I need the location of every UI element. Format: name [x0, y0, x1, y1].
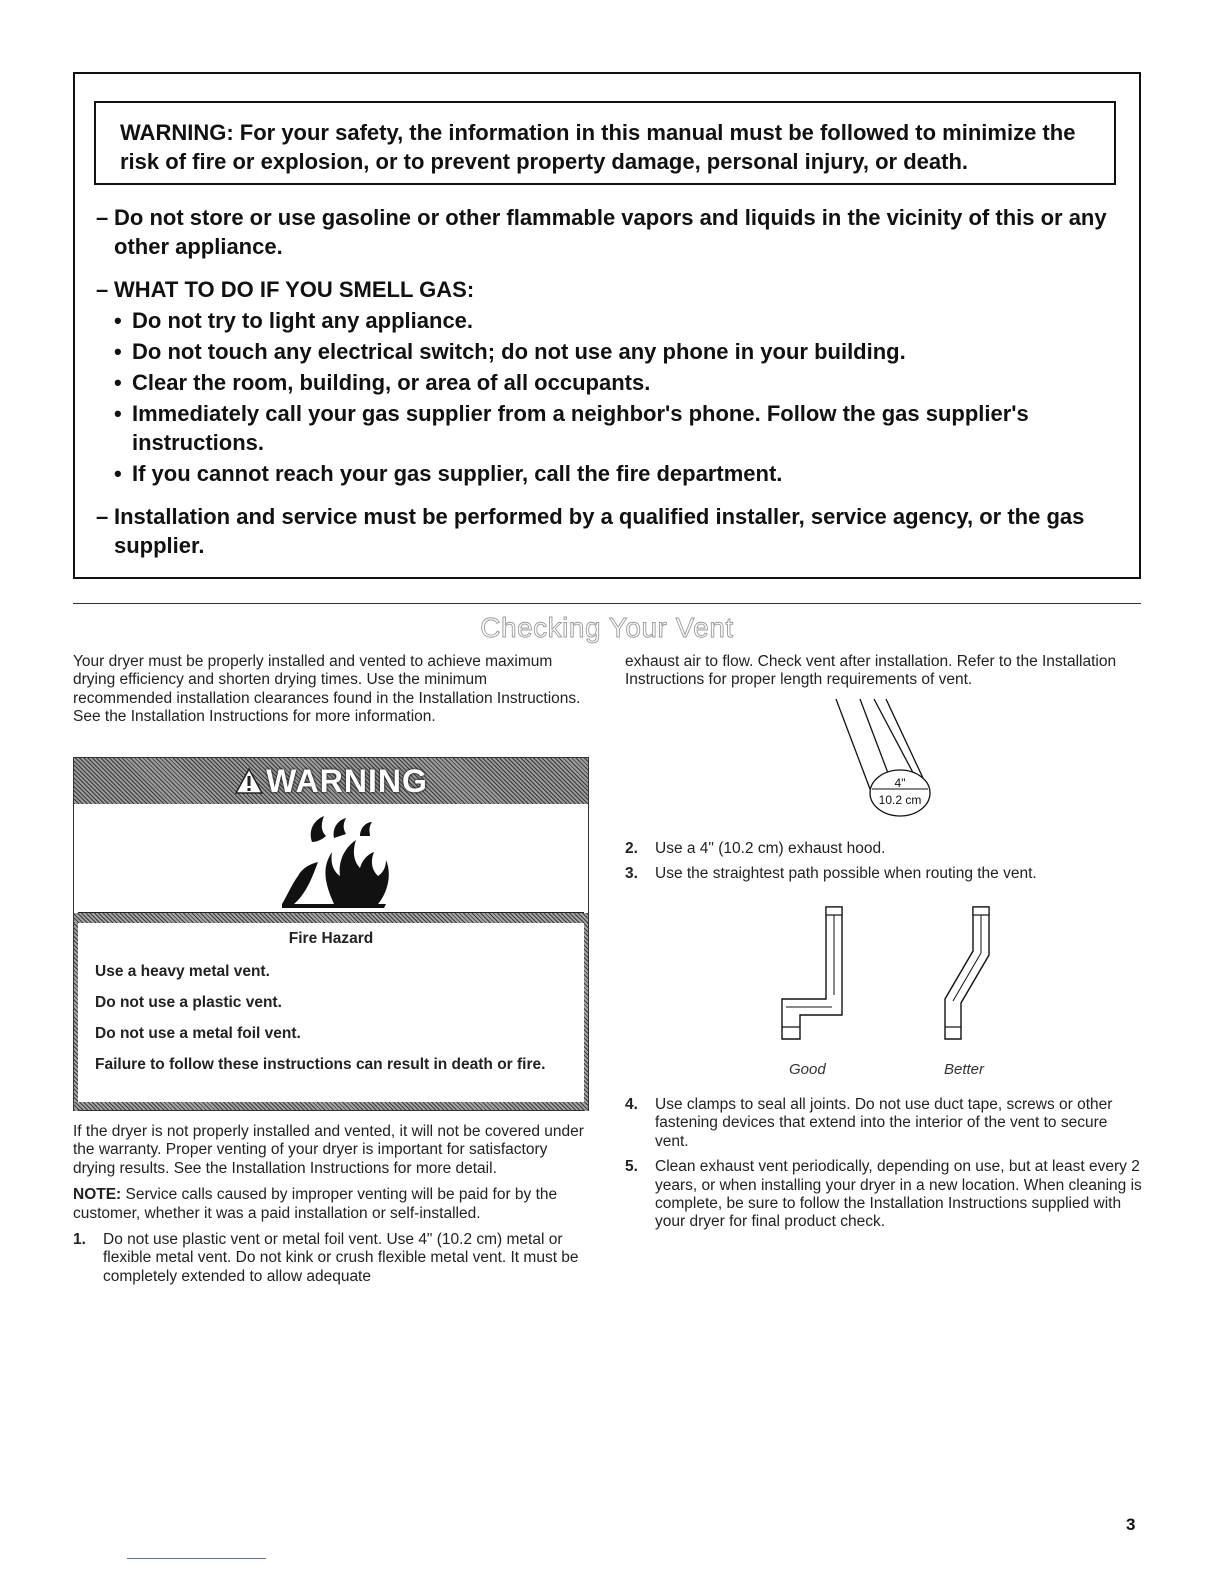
vent-size-inches-label: 4"	[894, 776, 906, 790]
vent-size-cm-label: 10.2 cm	[878, 793, 922, 807]
step-item: 3. Use the straightest path possible when routing the vent.	[625, 865, 1037, 883]
continuation-paragraph: exhaust air to flow. Check vent after installation. Refer to the Installation Instructions for proper length requirements of vent.	[625, 653, 1117, 689]
steps-list-right-a	[625, 840, 1145, 891]
warning-shade-bottom	[74, 1102, 588, 1110]
section-title: Checking Your Vent	[480, 612, 734, 643]
gas-bullet: • Immediately call your gas supplier from a neighbor's phone. Follow the gas supplier's instructions.	[114, 401, 1029, 455]
note-label: NOTE:	[73, 1186, 122, 1204]
warning-line: Do not use a metal foil vent.	[95, 1025, 301, 1042]
steps-list-right-b	[625, 1096, 1145, 1239]
warning-line: Use a heavy metal vent.	[95, 963, 270, 980]
caption-good: Good	[789, 1061, 826, 1078]
gas-bullet: • Do not try to light any appliance.	[114, 308, 474, 333]
warning-line: Do not use a plastic vent.	[95, 994, 282, 1011]
safety-instructions	[96, 203, 1126, 574]
warning-title: WARNING	[266, 762, 428, 799]
vent-good-figure	[772, 903, 862, 1043]
gas-bullet-list	[114, 306, 1126, 488]
safety-item-smell-gas: – WHAT TO DO IF YOU SMELL GAS: • Do not try to light any appliance. • Do not touch any electrical switch; do not use any phone in your building. • Clear the room, building, or area of all occupants. • Immediately call your gas supplier from a neighbor's phone. Follow the gas supplier's instructions. • If you cannot reach your gas supplier, call the fire department.	[96, 275, 1126, 488]
warning-triangle-icon	[234, 767, 264, 795]
gas-bullet: • Do not touch any electrical switch; do not use any phone in your building.	[114, 339, 906, 364]
step-item: 5. Clean exhaust vent periodically, depending on use, but at least every 2 years, or when installing your dryer in a new location. When cleaning is complete, be sure to follow the Installation Instructions supplied with your dryer for final product check.	[625, 1158, 1142, 1231]
note-paragraph	[73, 1186, 588, 1223]
fire-hazard-warning-box	[73, 757, 589, 1111]
steps-list-left	[73, 1231, 588, 1286]
exhaust-hood-figure	[830, 697, 950, 817]
fire-icon-panel	[78, 806, 584, 913]
caption-better: Better	[944, 1061, 985, 1078]
gas-bullet: • If you cannot reach your gas supplier, call the fire department.	[114, 461, 783, 486]
footer-line	[127, 1558, 266, 1559]
page-number: 3	[1126, 1515, 1136, 1534]
left-lower-column	[73, 1123, 588, 1293]
vent-better-figure	[925, 903, 1005, 1043]
warning-shade-right	[584, 923, 588, 1111]
right-column	[625, 653, 1145, 690]
section-divider	[73, 603, 1141, 604]
gas-bullet: • Clear the room, building, or area of all occupants.	[114, 370, 651, 395]
intro-paragraph: Your dryer must be properly installed and vented to achieve maximum drying efficiency and shorten drying times. Use the minimum recommended installation clearances found in the Installation Instructions. See the Installation Instructions for more information.	[73, 653, 581, 726]
step-item: 2. Use a 4" (10.2 cm) exhaust hood.	[625, 840, 886, 857]
safety-warning-text: WARNING: For your safety, the information in this manual must be followed to minimize the risk of fire or explosion, or to prevent property damage, personal injury, or death.	[120, 120, 1076, 174]
safety-item-installation: – Installation and service must be performed by a qualified installer, service agency, or the gas supplier.	[96, 504, 1085, 558]
step-item: 1. Do not use plastic vent or metal foil vent. Use 4" (10.2 cm) metal or flexible metal vent. Do not kink or crush flexible metal vent. It must be completely extended to allow adequate	[73, 1231, 579, 1285]
warning-body	[78, 923, 584, 1103]
safety-item-flammables: – Do not store or use gasoline or other flammable vapors and liquids in the vicinity of this or any other appliance.	[96, 205, 1107, 259]
step-item: 4. Use clamps to seal all joints. Do not use duct tape, screws or other fastening devices that extend into the interior of the vent to secure vent.	[625, 1096, 1113, 1150]
warning-header	[74, 758, 588, 804]
fire-icon	[274, 812, 394, 912]
warranty-paragraph: If the dryer is not properly installed and vented, it will not be covered under the warranty. Proper venting of your dryer is important for satisfactory drying results. See the Installation Instructions for more detail.	[73, 1123, 584, 1177]
warning-divider-band	[74, 913, 588, 923]
safety-warning-banner	[94, 101, 1116, 185]
note-text: Service calls caused by improper venting will be paid for by the customer, whether it was a paid installation or self-installed.	[73, 1186, 558, 1222]
warning-line: Failure to follow these instructions can result in death or fire.	[95, 1056, 546, 1073]
hazard-title: Fire Hazard	[288, 930, 374, 947]
